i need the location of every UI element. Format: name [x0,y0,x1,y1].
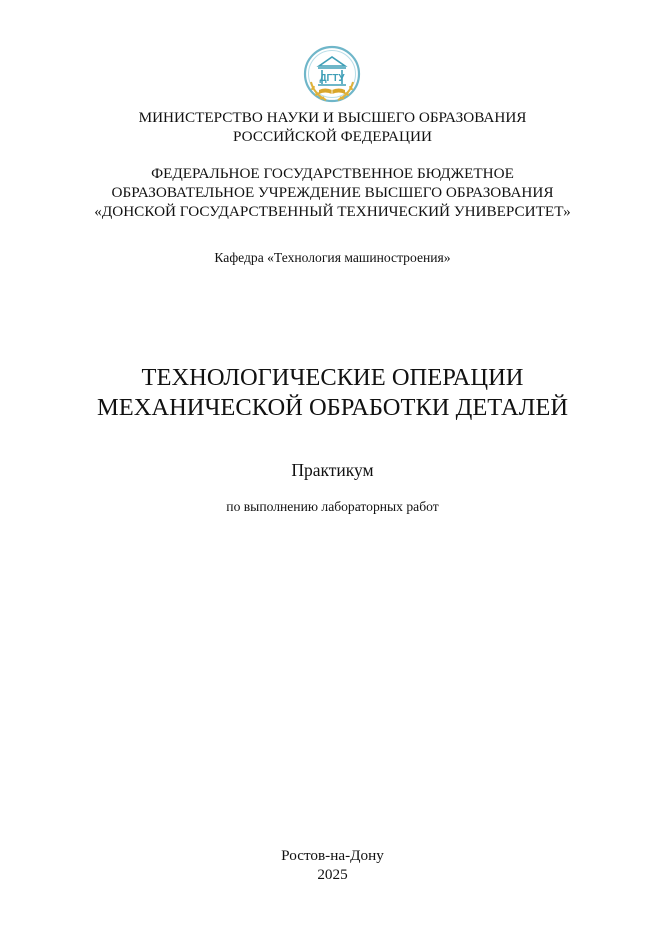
department-name: Кафедра «Технология машиностроения» [214,250,451,265]
publication-year: 2025 [317,866,348,883]
ministry-line-2: РОССИЙСКОЙ ФЕДЕРАЦИИ [233,128,432,145]
logo-text: ДГТУ [319,73,345,84]
title-line-1: ТЕХНОЛОГИЧЕСКИЕ ОПЕРАЦИИ [141,364,524,391]
ministry-line-1: МИНИСТЕРСТВО НАУКИ И ВЫСШЕГО ОБРАЗОВАНИЯ [138,109,527,126]
document-title [0,363,665,423]
university-line-2: ОБРАЗОВАТЕЛЬНОЕ УЧРЕЖДЕНИЕ ВЫСШЕГО ОБРАЗОВАНИЯ [111,184,554,201]
university-line-3: «ДОНСКОЙ ГОСУДАРСТВЕННЫЙ ТЕХНИЧЕСКИЙ УНИВЕРСИТЕТ» [94,203,571,220]
university-name [0,164,665,221]
university-line-1: ФЕДЕРАЛЬНОЕ ГОСУДАРСТВЕННОЕ БЮДЖЕТНОЕ [151,165,514,182]
publication-info [0,846,665,884]
university-logo [302,44,362,110]
document-purpose: по выполнению лабораторных работ [226,499,439,514]
title-line-2: МЕХАНИЧЕСКОЙ ОБРАБОТКИ ДЕТАЛЕЙ [96,394,569,421]
document-subtitle: Практикум [291,460,374,480]
ministry-header [0,108,665,146]
publication-city: Ростов-на-Дону [281,847,384,864]
